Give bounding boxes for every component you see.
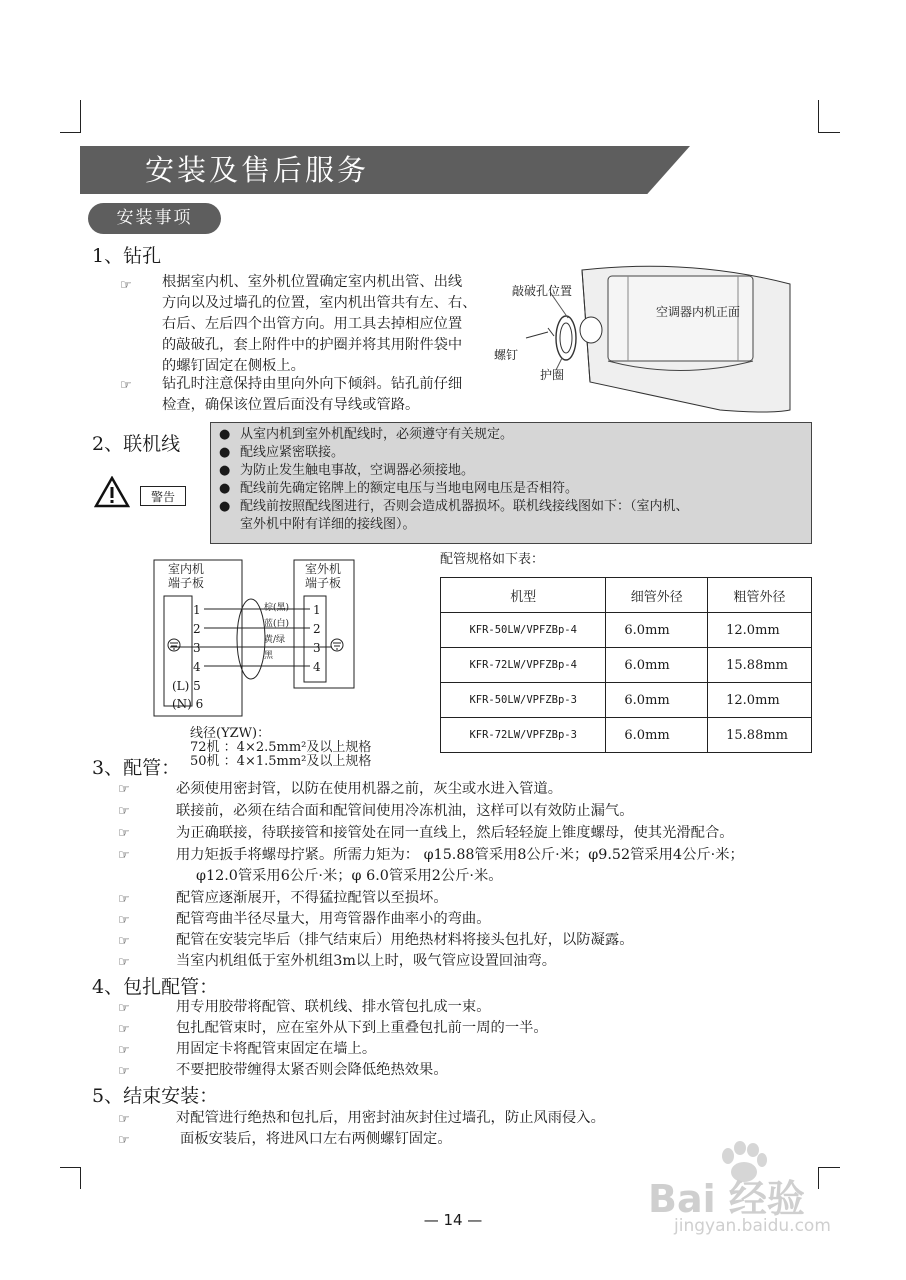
crop-mark (80, 1167, 81, 1189)
piping-item-6: 配管弯曲半径尽量大，用弯管器作曲率小的弯曲。 (176, 911, 491, 927)
bullet-icon: ● (219, 427, 231, 442)
crop-mark (818, 100, 819, 133)
finish-item-1: 对配管进行绝热和包扎后，用密封油灰封住过墙孔，防止风雨侵入。 (176, 1110, 605, 1126)
table-row (441, 718, 812, 753)
pointer-icon: ☞ (118, 1112, 130, 1127)
finish-item-2: 面板安装后，将进风口左右两侧螺钉固定。 (180, 1131, 452, 1147)
pointer-icon: ☞ (120, 278, 132, 293)
drill-heading: 1、钻孔 (92, 245, 162, 267)
pointer-icon: ☞ (120, 378, 132, 393)
indoor-terminal-4: 4 (193, 660, 201, 674)
bullet-icon: ● (219, 481, 231, 496)
table-cell-thick: 12.0mm (708, 613, 812, 648)
pointer-icon: ☞ (118, 1043, 130, 1058)
table-header: 粗管外径 (708, 578, 812, 613)
front-label: 空调器内机正面 (656, 305, 741, 319)
warning-tag: 警告 (140, 486, 186, 506)
wrapping-item-3: 用固定卡将配管束固定在墙上。 (176, 1041, 377, 1057)
bullet-icon: ● (219, 463, 231, 478)
pointer-icon: ☞ (118, 1133, 130, 1148)
outdoor-terminal-2: 2 (313, 622, 321, 636)
page-number: — 14 — (423, 1211, 483, 1229)
wrapping-heading: 4、包扎配管： (92, 976, 219, 998)
drill-para-2-line-2: 检查，确保该位置后面没有导线或管路。 (162, 397, 420, 413)
drill-para-1-line-1: 根据室内机、室外机位置确定室内机出管、出线 (162, 274, 463, 290)
warning-item-6: 室外机中附有详细的接线图）。 (240, 517, 416, 532)
table-cell-thick: 15.88mm (708, 718, 812, 753)
subtitle-label: 安装事项 (116, 208, 193, 228)
ring-label: 护圈 (540, 368, 565, 382)
pointer-icon: ☞ (118, 955, 130, 970)
drill-para-1-line-4: 的敲破孔，套上附件中的护圈并将其用附件袋中 (162, 337, 463, 353)
warning-item-2: 配线应紧密联接。 (240, 445, 345, 460)
piping-item-8: 当室内机组低于室外机组3m以上时，吸气管应设置回油弯。 (176, 953, 557, 969)
table-cell-thin: 6.0mm (606, 718, 708, 753)
warning-item-1: 从室内机到室外机配线时，必须遵守有关规定。 (240, 427, 514, 442)
pipe-table-caption: 配管规格如下表： (440, 552, 545, 567)
crop-mark (818, 1167, 840, 1168)
piping-heading: 3、配管： (92, 757, 181, 779)
crop-mark (60, 1167, 81, 1168)
outdoor-terminal-1: 1 (313, 603, 321, 617)
pointer-icon: ☞ (118, 826, 130, 841)
wire-spec-50: 50机 ：4×1.5mm²及以上规格 (190, 754, 372, 769)
table-cell-model: KFR-50LW/VPFZBp-4 (441, 613, 606, 648)
table-cell-model: KFR-50LW/VPFZBp-3 (441, 683, 606, 718)
watermark-brand: Bai 经验 (648, 1177, 805, 1221)
table-row (441, 648, 812, 683)
watermark-url: jingyan.baidu.com (674, 1216, 831, 1236)
bullet-icon: ● (219, 499, 231, 514)
pointer-icon: ☞ (118, 1064, 130, 1079)
indoor-label-2: 端子板 (168, 576, 205, 590)
table-row (441, 613, 812, 648)
wire-spec-72: 72机 ：4×2.5mm²及以上规格 (190, 740, 372, 755)
indoor-terminal-3: 3 (193, 641, 201, 655)
piping-item-7: 配管在安装完毕后（排气结束后）用绝热材料将接头包扎好，以防凝露。 (176, 932, 634, 948)
table-cell-thin: 6.0mm (606, 648, 708, 683)
indoor-label-1: 室内机 (168, 562, 205, 576)
wire-color-4: 黑 (264, 651, 274, 661)
table-cell-thin: 6.0mm (606, 683, 708, 718)
warning-triangle-icon (94, 476, 130, 508)
pointer-icon: ☞ (118, 1001, 130, 1016)
crop-mark (60, 132, 81, 133)
warning-item-5: 配线前按照配线图进行，否则会造成机器损坏。联机线接线图如下：（室内机、 (240, 499, 689, 514)
wrapping-item-4: 不要把胶带缠得太紧否则会降低绝热效果。 (176, 1062, 448, 1078)
piping-item-5: 配管应逐渐展开，不得猛拉配管以至损坏。 (176, 890, 448, 906)
indoor-terminal-2: 2 (193, 622, 201, 636)
wrapping-item-1: 用专用胶带将配管、联机线、排水管包扎成一束。 (176, 999, 491, 1015)
table-header: 机型 (441, 578, 606, 613)
wire-color-1: 棕(黑) (264, 603, 290, 613)
pointer-icon: ☞ (118, 934, 130, 949)
knockout-label: 敲破孔位置 (512, 284, 573, 298)
bullet-icon: ● (219, 445, 231, 460)
table-cell-model: KFR-72LW/VPFZBp-3 (441, 718, 606, 753)
piping-item-3: 为正确联接，待联接管和接管处在同一直线上，然后轻轻旋上锥度螺母，使其光滑配合。 (176, 825, 734, 841)
warning-item-4: 配线前先确定铭牌上的额定电压与当地电网电压是否相符。 (240, 481, 579, 496)
warning-item-3: 为防止发生触电事故，空调器必须接地。 (240, 463, 475, 478)
pointer-icon: ☞ (118, 782, 130, 797)
power-terminal-N: (N) 6 (172, 697, 204, 711)
wire-color-2: 蓝(白) (264, 619, 290, 629)
outdoor-label-2: 端子板 (305, 576, 342, 590)
piping-item-4-cont: φ12.0管采用6公斤·米；φ 6.0管采用2公斤·米。 (196, 868, 503, 884)
pipe-spec-table (440, 577, 812, 753)
crop-mark (818, 1167, 819, 1189)
pointer-icon: ☞ (118, 892, 130, 907)
table-cell-thick: 15.88mm (708, 648, 812, 683)
table-cell-thin: 6.0mm (606, 613, 708, 648)
crop-mark (818, 132, 840, 133)
pointer-icon: ☞ (118, 848, 130, 863)
drill-para-1-line-5: 的螺钉固定在侧板上。 (162, 358, 305, 374)
crop-mark (80, 100, 81, 133)
wire-color-3: 黄/绿 (264, 635, 286, 645)
table-cell-model: KFR-72LW/VPFZBp-4 (441, 648, 606, 683)
piping-item-2: 联接前，必须在结合面和配管间使用冷冻机油，这样可以有效防止漏气。 (176, 803, 634, 819)
wire-spec-title: 线径(YZW)： (190, 726, 271, 741)
piping-item-1: 必须使用密封管，以防在使用机器之前，灰尘或水进入管道。 (176, 781, 563, 797)
pointer-icon: ☞ (118, 1022, 130, 1037)
piping-item-4: 用力矩扳手将螺母拧紧。所需力矩为： φ15.88管采用8公斤·米；φ9.52管采用4公斤·米； (176, 847, 744, 863)
wrapping-item-2: 包扎配管束时，应在室外从下到上重叠包扎前一周的一半。 (176, 1020, 548, 1036)
page-title: 安装及售后服务 (145, 153, 370, 187)
pointer-icon: ☞ (118, 913, 130, 928)
wiring-heading: 2、联机线 (92, 433, 181, 455)
drill-para-2-line-1: 钻孔时注意保持由里向外向下倾斜。钻孔前仔细 (162, 376, 463, 392)
drill-para-1-line-2: 方向以及过墙孔的位置，室内机出管共有左、右、 (162, 295, 477, 311)
table-cell-thick: 12.0mm (708, 683, 812, 718)
table-header-row (441, 578, 812, 613)
table-row (441, 683, 812, 718)
screw-label: 螺钉 (494, 348, 519, 362)
table-header: 细管外径 (606, 578, 708, 613)
outdoor-terminal-4: 4 (313, 660, 321, 674)
finish-heading: 5、结束安装： (92, 1085, 219, 1107)
pointer-icon: ☞ (118, 804, 130, 819)
indoor-terminal-1: 1 (193, 603, 201, 617)
outdoor-terminal-3: 3 (313, 641, 321, 655)
power-terminal-L: (L) 5 (172, 679, 201, 693)
outdoor-label-1: 室外机 (305, 562, 342, 576)
drill-para-1-line-3: 右后、左后四个出管方向。用工具去掉相应位置 (162, 316, 463, 332)
